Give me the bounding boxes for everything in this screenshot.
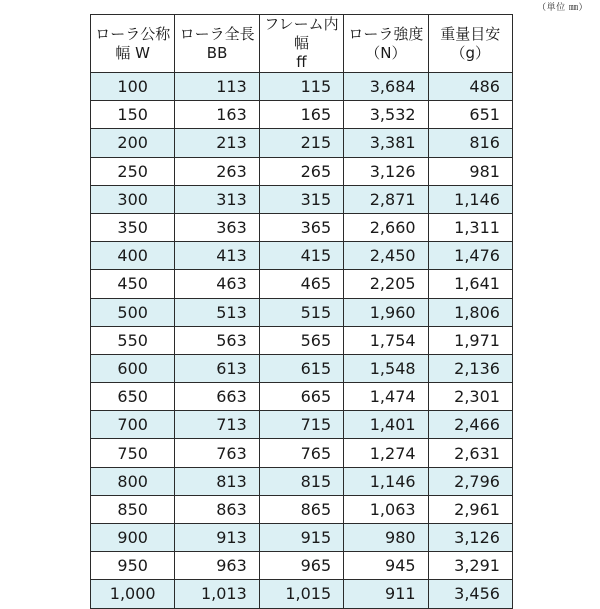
table-row <box>91 101 513 129</box>
cell-roller-length: 863 <box>175 495 259 523</box>
cell-weight: 651 <box>428 101 512 129</box>
cell-frame-inner-width: 115 <box>259 73 343 101</box>
cell-nominal-width: 800 <box>91 467 175 495</box>
header-label: 重量目安 <box>440 24 501 43</box>
header-label: ローラ強度 <box>348 24 424 43</box>
cell-roller-strength: 2,205 <box>344 270 428 298</box>
cell-weight: 2,796 <box>428 467 512 495</box>
header-sublabel: （N） <box>365 43 407 62</box>
cell-weight: 2,961 <box>428 495 512 523</box>
header-frame-inner-width <box>259 15 343 73</box>
cell-weight: 2,631 <box>428 439 512 467</box>
cell-roller-strength: 1,754 <box>344 326 428 354</box>
cell-nominal-width: 650 <box>91 383 175 411</box>
cell-roller-length: 713 <box>175 411 259 439</box>
cell-frame-inner-width: 565 <box>259 326 343 354</box>
table-row <box>91 580 513 608</box>
header-weight <box>428 15 512 73</box>
header-label: フレーム内幅 <box>264 15 339 52</box>
header-sublabel: ff <box>296 53 307 71</box>
cell-roller-length: 213 <box>175 129 259 157</box>
table-row <box>91 411 513 439</box>
cell-weight: 1,641 <box>428 270 512 298</box>
cell-nominal-width: 700 <box>91 411 175 439</box>
cell-roller-strength: 3,684 <box>344 73 428 101</box>
cell-nominal-width: 100 <box>91 73 175 101</box>
table-row <box>91 242 513 270</box>
table-row <box>91 270 513 298</box>
cell-roller-strength: 1,274 <box>344 439 428 467</box>
cell-weight: 1,806 <box>428 298 512 326</box>
cell-roller-length: 913 <box>175 524 259 552</box>
cell-nominal-width: 400 <box>91 242 175 270</box>
cell-roller-strength: 1,401 <box>344 411 428 439</box>
roller-spec-table <box>90 14 513 609</box>
cell-roller-length: 813 <box>175 467 259 495</box>
cell-frame-inner-width: 515 <box>259 298 343 326</box>
cell-roller-strength: 1,548 <box>344 354 428 382</box>
table-row <box>91 495 513 523</box>
cell-roller-length: 113 <box>175 73 259 101</box>
table-body <box>91 73 513 609</box>
cell-roller-length: 163 <box>175 101 259 129</box>
cell-weight: 2,301 <box>428 383 512 411</box>
cell-nominal-width: 200 <box>91 129 175 157</box>
cell-weight: 1,146 <box>428 185 512 213</box>
header-sublabel: BB <box>206 43 228 62</box>
cell-frame-inner-width: 465 <box>259 270 343 298</box>
cell-weight: 1,311 <box>428 213 512 241</box>
cell-roller-length: 313 <box>175 185 259 213</box>
cell-frame-inner-width: 715 <box>259 411 343 439</box>
table-row <box>91 524 513 552</box>
header-nominal-width <box>91 15 175 73</box>
cell-frame-inner-width: 915 <box>259 524 343 552</box>
cell-nominal-width: 500 <box>91 298 175 326</box>
cell-roller-strength: 1,960 <box>344 298 428 326</box>
cell-weight: 2,136 <box>428 354 512 382</box>
cell-frame-inner-width: 865 <box>259 495 343 523</box>
cell-roller-length: 613 <box>175 354 259 382</box>
cell-frame-inner-width: 265 <box>259 157 343 185</box>
cell-frame-inner-width: 615 <box>259 354 343 382</box>
header-sublabel: 幅 W <box>115 43 150 62</box>
cell-roller-strength: 980 <box>344 524 428 552</box>
cell-roller-strength: 911 <box>344 580 428 608</box>
cell-nominal-width: 750 <box>91 439 175 467</box>
table-row <box>91 439 513 467</box>
cell-weight: 3,126 <box>428 524 512 552</box>
cell-frame-inner-width: 365 <box>259 213 343 241</box>
table-row <box>91 326 513 354</box>
cell-nominal-width: 900 <box>91 524 175 552</box>
cell-roller-length: 463 <box>175 270 259 298</box>
cell-roller-strength: 1,146 <box>344 467 428 495</box>
cell-roller-length: 963 <box>175 552 259 580</box>
cell-roller-strength: 2,871 <box>344 185 428 213</box>
cell-roller-strength: 2,450 <box>344 242 428 270</box>
header-label: ローラ全長 <box>179 24 255 43</box>
cell-roller-length: 513 <box>175 298 259 326</box>
cell-frame-inner-width: 815 <box>259 467 343 495</box>
cell-nominal-width: 350 <box>91 213 175 241</box>
table-row <box>91 129 513 157</box>
header-label: ローラ公称 <box>95 24 171 43</box>
cell-roller-strength: 2,660 <box>344 213 428 241</box>
cell-roller-strength: 3,126 <box>344 157 428 185</box>
cell-weight: 981 <box>428 157 512 185</box>
cell-weight: 3,291 <box>428 552 512 580</box>
cell-frame-inner-width: 315 <box>259 185 343 213</box>
table-row <box>91 383 513 411</box>
cell-roller-length: 1,013 <box>175 580 259 608</box>
cell-nominal-width: 300 <box>91 185 175 213</box>
cell-nominal-width: 950 <box>91 552 175 580</box>
header-roller-length <box>175 15 259 73</box>
cell-frame-inner-width: 1,015 <box>259 580 343 608</box>
cell-nominal-width: 450 <box>91 270 175 298</box>
header-sublabel: （g） <box>450 43 491 62</box>
table-row <box>91 298 513 326</box>
table-row <box>91 185 513 213</box>
cell-roller-strength: 1,063 <box>344 495 428 523</box>
cell-roller-length: 413 <box>175 242 259 270</box>
cell-weight: 1,476 <box>428 242 512 270</box>
table-row <box>91 354 513 382</box>
cell-roller-strength: 945 <box>344 552 428 580</box>
cell-nominal-width: 1,000 <box>91 580 175 608</box>
cell-frame-inner-width: 965 <box>259 552 343 580</box>
cell-nominal-width: 250 <box>91 157 175 185</box>
cell-roller-length: 563 <box>175 326 259 354</box>
cell-roller-strength: 1,474 <box>344 383 428 411</box>
cell-nominal-width: 550 <box>91 326 175 354</box>
cell-frame-inner-width: 215 <box>259 129 343 157</box>
table-header-row <box>91 15 513 73</box>
cell-frame-inner-width: 665 <box>259 383 343 411</box>
cell-roller-length: 363 <box>175 213 259 241</box>
unit-note: （単位 ㎜） <box>537 3 588 13</box>
table-row <box>91 213 513 241</box>
cell-roller-length: 663 <box>175 383 259 411</box>
cell-weight: 1,971 <box>428 326 512 354</box>
cell-frame-inner-width: 765 <box>259 439 343 467</box>
cell-roller-length: 263 <box>175 157 259 185</box>
cell-weight: 816 <box>428 129 512 157</box>
header-roller-strength <box>344 15 428 73</box>
cell-weight: 486 <box>428 73 512 101</box>
cell-nominal-width: 850 <box>91 495 175 523</box>
cell-nominal-width: 600 <box>91 354 175 382</box>
cell-roller-strength: 3,381 <box>344 129 428 157</box>
cell-roller-length: 763 <box>175 439 259 467</box>
cell-frame-inner-width: 415 <box>259 242 343 270</box>
table-row <box>91 157 513 185</box>
cell-frame-inner-width: 165 <box>259 101 343 129</box>
table-row <box>91 73 513 101</box>
cell-weight: 2,466 <box>428 411 512 439</box>
table-row <box>91 552 513 580</box>
cell-roller-strength: 3,532 <box>344 101 428 129</box>
table-row <box>91 467 513 495</box>
cell-weight: 3,456 <box>428 580 512 608</box>
cell-nominal-width: 150 <box>91 101 175 129</box>
